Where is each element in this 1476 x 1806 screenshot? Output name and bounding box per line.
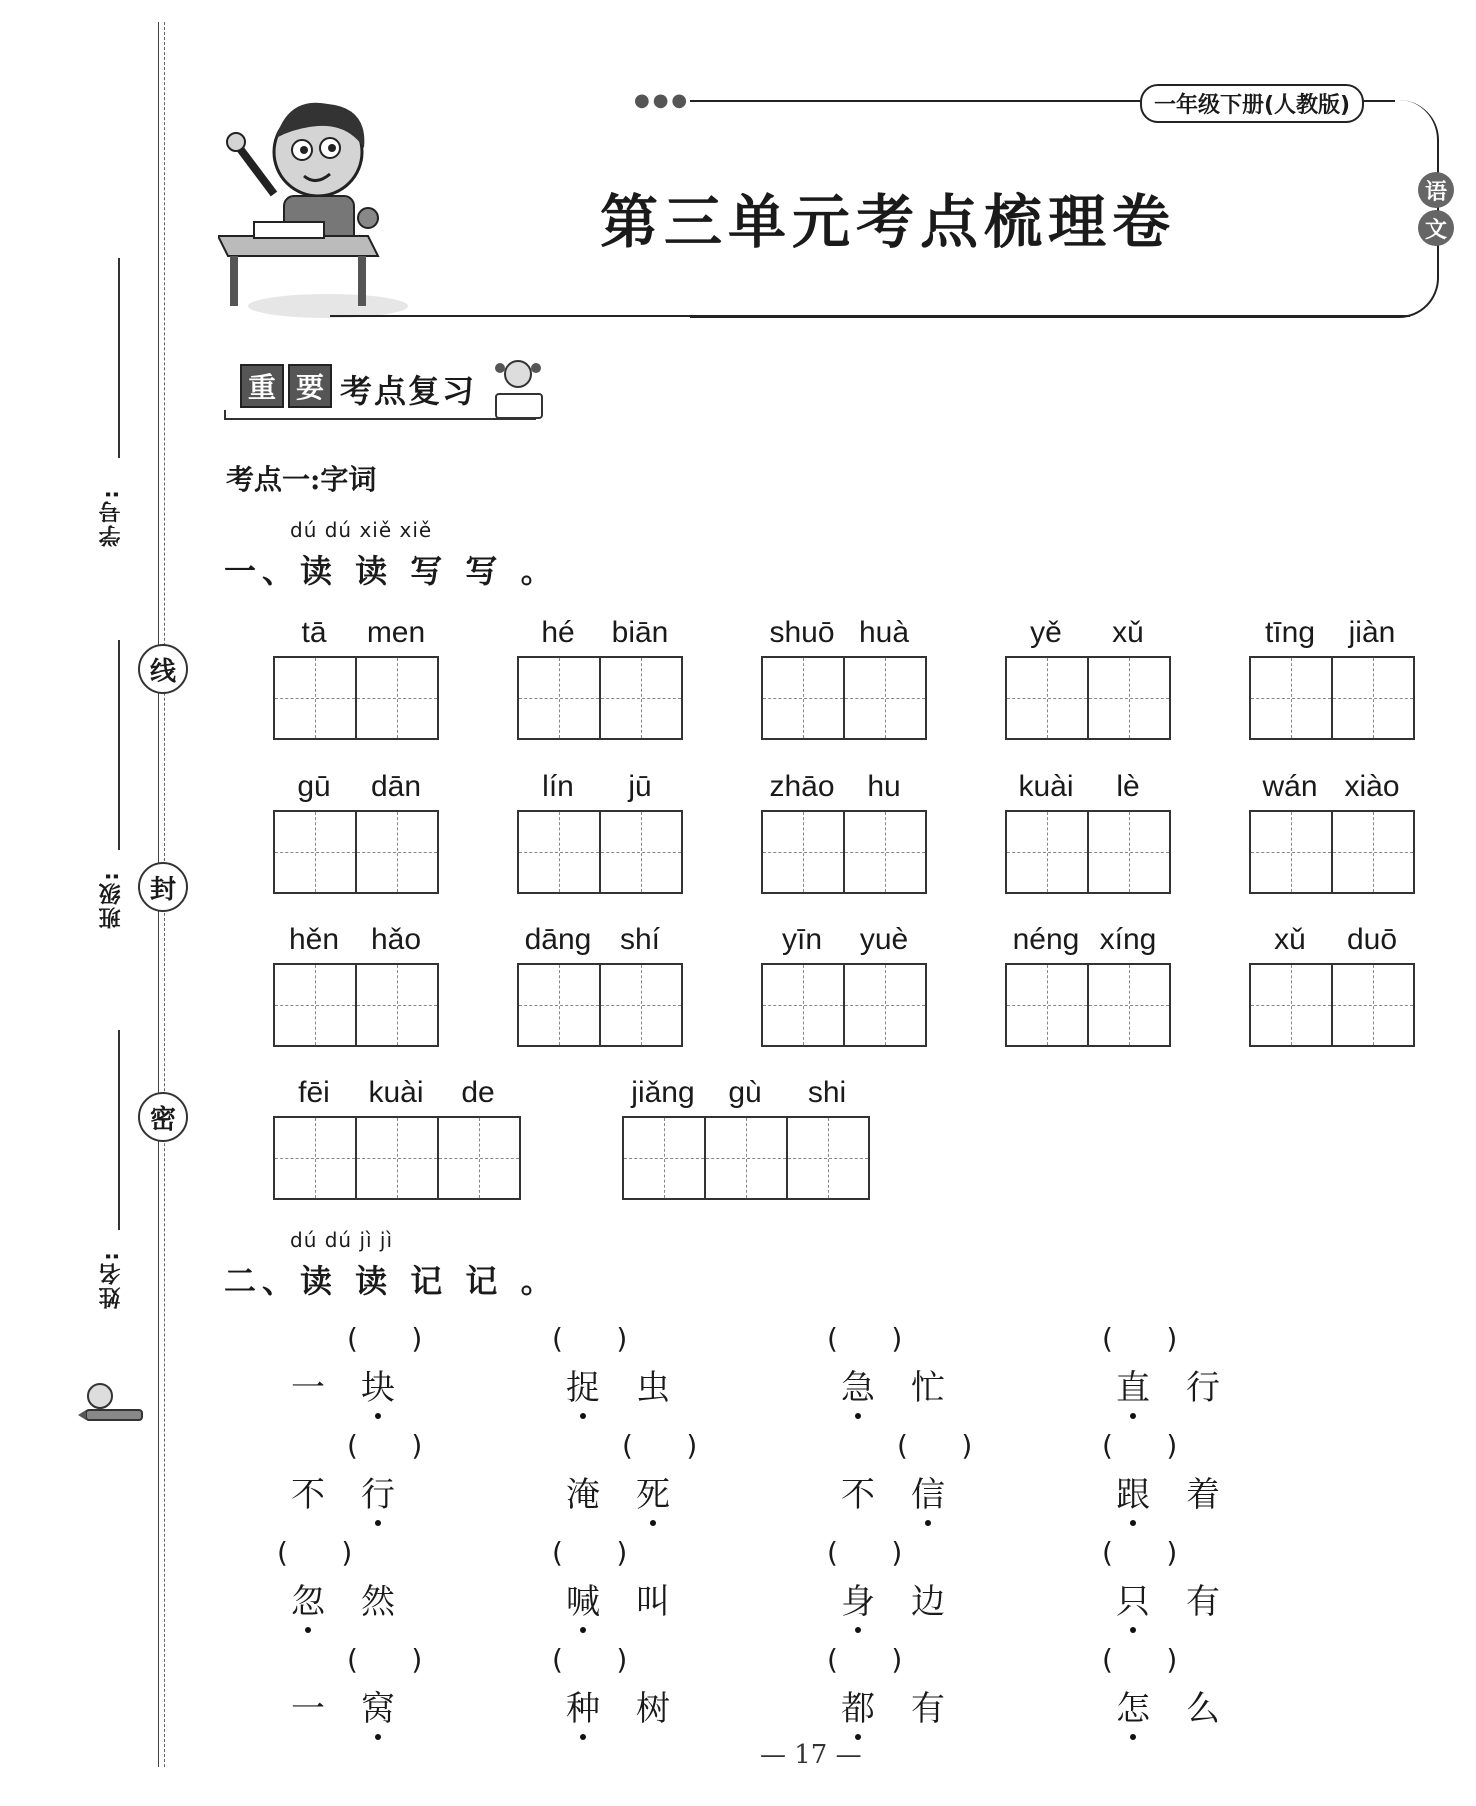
q1-pinyin: dú dú xiě xiě	[290, 518, 433, 542]
pinyin-answer-blank[interactable]: ( )	[347, 1322, 423, 1355]
pinyin-syllable: shi	[807, 1076, 847, 1109]
read-remember-item	[548, 1643, 768, 1743]
tianzige-word	[517, 616, 683, 740]
pinyin-syllable: yuè	[859, 923, 909, 956]
tianzige-cell[interactable]	[788, 1118, 870, 1198]
tianzige-cell[interactable]	[845, 965, 927, 1045]
writing-boxes	[1005, 963, 1171, 1047]
writing-boxes	[273, 656, 439, 740]
pinyin-syllable: zhāo	[769, 770, 835, 803]
page-number: — 17 —	[760, 1740, 862, 1770]
tianzige-word	[1249, 770, 1415, 894]
word-pinyin	[273, 616, 439, 656]
pinyin-answer-blank[interactable]: ( )	[622, 1429, 698, 1462]
tianzige-cell[interactable]	[275, 965, 357, 1045]
tianzige-cell[interactable]	[519, 965, 601, 1045]
word-pinyin	[1249, 770, 1415, 810]
xingming-label: 姓名:	[99, 1250, 124, 1309]
character: 淹	[566, 1475, 600, 1515]
dotted-character: 跟	[1098, 1467, 1168, 1516]
tianzige-word	[761, 923, 927, 1047]
pinyin-syllable: lè	[1116, 770, 1140, 803]
tianzige-cell[interactable]	[1007, 965, 1089, 1045]
tianzige-cell[interactable]	[1333, 658, 1415, 738]
student-at-desk-illustration	[218, 86, 408, 322]
character: 着	[1186, 1475, 1220, 1515]
dotted-character: 行	[343, 1467, 413, 1516]
read-remember-item	[823, 1322, 1043, 1422]
character: 树	[636, 1689, 670, 1729]
tianzige-cell[interactable]	[357, 1118, 439, 1198]
tianzige-cell[interactable]	[275, 812, 357, 892]
q2-title: 二、读 读 记 记 。	[224, 1262, 559, 1300]
writing-boxes	[1249, 963, 1415, 1047]
pinyin-syllable: hu	[867, 770, 901, 803]
seal-xian: 线	[138, 644, 188, 694]
tianzige-word	[622, 1076, 870, 1200]
writing-boxes	[517, 963, 683, 1047]
dotted-character: 只	[1098, 1574, 1168, 1623]
dotted-character: 喊	[548, 1574, 618, 1623]
writing-boxes	[1249, 656, 1415, 740]
character: 然	[361, 1582, 395, 1622]
xuehao-label: 学号:	[99, 488, 124, 547]
word-pinyin	[761, 616, 927, 656]
word-characters	[273, 1467, 413, 1516]
pinyin-syllable: dāng	[524, 923, 592, 956]
pinyin-syllable: néng	[1012, 923, 1080, 956]
word-pinyin	[1005, 770, 1171, 810]
character: 叫	[636, 1582, 670, 1622]
tianzige-cell[interactable]	[357, 658, 439, 738]
pinyin-answer-blank[interactable]: ( )	[552, 1643, 628, 1676]
character: 不	[841, 1475, 875, 1515]
pinyin-syllable: dān	[370, 770, 422, 803]
pinyin-syllable: yīn	[781, 923, 823, 956]
pinyin-answer-blank[interactable]: ( )	[827, 1536, 903, 1569]
pinyin-syllable: xǔ	[1112, 616, 1144, 649]
banji-field[interactable]	[118, 640, 120, 850]
dotted-character: 身	[823, 1574, 893, 1623]
xingming-field[interactable]	[118, 1030, 120, 1230]
pinyin-answer-blank[interactable]: ( )	[277, 1536, 353, 1569]
pinyin-syllable: wán	[1262, 770, 1318, 803]
tianzige-word	[273, 1076, 521, 1200]
pinyin-answer-blank[interactable]: ( )	[552, 1322, 628, 1355]
tianzige-cell[interactable]	[519, 812, 601, 892]
word-characters	[273, 1574, 413, 1623]
word-characters	[548, 1467, 688, 1516]
tianzige-cell[interactable]	[706, 1118, 788, 1198]
pinyin-syllable: hěn	[288, 923, 340, 956]
read-remember-item	[548, 1536, 768, 1636]
word-pinyin	[1249, 616, 1415, 656]
tianzige-cell[interactable]	[519, 658, 601, 738]
read-remember-item	[548, 1322, 768, 1422]
pinyin-syllable: de	[461, 1076, 495, 1109]
read-remember-item	[823, 1429, 1043, 1529]
banner-box-2: 要	[288, 364, 332, 408]
word-characters	[823, 1467, 963, 1516]
tianzige-cell[interactable]	[1251, 812, 1333, 892]
pinyin-answer-blank[interactable]: ( )	[1102, 1536, 1178, 1569]
pinyin-syllable: lín	[542, 770, 574, 803]
tianzige-word	[1249, 923, 1415, 1047]
tianzige-word	[273, 923, 439, 1047]
dotted-character: 直	[1098, 1360, 1168, 1409]
read-remember-item	[823, 1536, 1043, 1636]
word-pinyin	[517, 616, 683, 656]
tianzige-cell[interactable]	[275, 1118, 357, 1198]
tianzige-cell[interactable]	[845, 812, 927, 892]
pinyin-syllable: jiàn	[1348, 616, 1396, 649]
pinyin-syllable: gū	[297, 770, 331, 803]
dotted-character: 急	[823, 1360, 893, 1409]
tianzige-cell[interactable]	[357, 965, 439, 1045]
read-remember-item	[1098, 1536, 1318, 1636]
word-pinyin	[622, 1076, 870, 1116]
pinyin-answer-blank[interactable]: ( )	[827, 1643, 903, 1676]
tianzige-cell[interactable]	[1251, 965, 1333, 1045]
dotted-character: 死	[618, 1467, 688, 1516]
word-pinyin	[1249, 923, 1415, 963]
dotted-character: 捉	[548, 1360, 618, 1409]
tianzige-cell[interactable]	[763, 658, 845, 738]
banner-box-1: 重	[240, 364, 284, 408]
word-pinyin	[1005, 923, 1171, 963]
girl-sign-icon	[490, 356, 550, 424]
writing-boxes	[273, 963, 439, 1047]
pinyin-answer-blank[interactable]: ( )	[897, 1429, 973, 1462]
word-pinyin	[273, 923, 439, 963]
character: 有	[1186, 1582, 1220, 1622]
read-remember-item	[548, 1429, 768, 1529]
character: 一	[291, 1689, 325, 1729]
pinyin-answer-blank[interactable]: ( )	[1102, 1429, 1178, 1462]
character: 忙	[911, 1368, 945, 1408]
pinyin-syllable: xǔ	[1274, 923, 1306, 956]
pinyin-answer-blank[interactable]: ( )	[347, 1429, 423, 1462]
tianzige-word	[761, 616, 927, 740]
pinyin-syllable: biān	[611, 616, 669, 649]
word-characters	[823, 1574, 963, 1623]
pinyin-syllable: tā	[301, 616, 327, 649]
writing-boxes	[273, 1116, 521, 1200]
writing-boxes	[622, 1116, 870, 1200]
dotted-character: 块	[343, 1360, 413, 1409]
tianzige-cell[interactable]	[439, 1118, 521, 1198]
tianzige-cell[interactable]	[601, 965, 683, 1045]
tianzige-cell[interactable]	[1333, 965, 1415, 1045]
word-characters	[548, 1574, 688, 1623]
pinyin-syllable: hé	[541, 616, 575, 649]
character: 不	[291, 1475, 325, 1515]
read-remember-item	[273, 1643, 493, 1743]
banji-label: 班级:	[99, 870, 124, 929]
word-characters	[273, 1360, 413, 1409]
word-pinyin	[273, 1076, 521, 1116]
word-characters	[823, 1360, 963, 1409]
page-title: 第三单元考点梳理卷	[600, 188, 1177, 256]
pinyin-answer-blank[interactable]: ( )	[552, 1536, 628, 1569]
tianzige-cell[interactable]	[763, 965, 845, 1045]
banner-title: 考点复习	[340, 372, 477, 410]
read-remember-item	[273, 1536, 493, 1636]
tianzige-cell[interactable]	[845, 658, 927, 738]
read-remember-item	[273, 1322, 493, 1422]
read-remember-item	[1098, 1429, 1318, 1529]
writing-boxes	[517, 656, 683, 740]
q2-pinyin: dú dú jì jì	[290, 1228, 394, 1252]
pinyin-syllable: kuài	[368, 1076, 424, 1109]
pinyin-syllable: shí	[619, 923, 661, 956]
edition-badge: 一年级下册(人教版)	[1140, 84, 1364, 123]
tianzige-word	[1005, 923, 1171, 1047]
word-characters	[1098, 1574, 1238, 1623]
pinyin-syllable: fēi	[298, 1076, 330, 1109]
word-characters	[1098, 1360, 1238, 1409]
tianzige-cell[interactable]	[1333, 812, 1415, 892]
dotted-character: 怎	[1098, 1681, 1168, 1730]
q1-title: 一、读 读 写 写 。	[224, 552, 559, 590]
pinyin-syllable: kuài	[1018, 770, 1074, 803]
pinyin-syllable: xíng	[1099, 923, 1157, 956]
tianzige-cell[interactable]	[1089, 658, 1171, 738]
character: 虫	[636, 1368, 670, 1408]
pinyin-syllable: duō	[1346, 923, 1398, 956]
tianzige-word	[273, 616, 439, 740]
pinyin-answer-blank[interactable]: ( )	[1102, 1322, 1178, 1355]
read-remember-item	[273, 1429, 493, 1529]
tianzige-cell[interactable]	[275, 658, 357, 738]
tianzige-word	[517, 923, 683, 1047]
tianzige-cell[interactable]	[763, 812, 845, 892]
word-pinyin	[517, 923, 683, 963]
seal-feng: 封	[138, 862, 188, 912]
kaodian-heading: 考点一:字词	[226, 463, 377, 496]
pinyin-syllable: xiào	[1344, 770, 1400, 803]
pinyin-answer-blank[interactable]: ( )	[347, 1643, 423, 1676]
dotted-character: 信	[893, 1467, 963, 1516]
character: 一	[291, 1368, 325, 1408]
read-remember-item	[1098, 1322, 1318, 1422]
dotted-character: 忽	[273, 1574, 343, 1623]
writing-boxes	[517, 810, 683, 894]
tianzige-cell[interactable]	[357, 812, 439, 892]
pinyin-syllable: jiǎng	[631, 1076, 695, 1109]
word-pinyin	[1005, 616, 1171, 656]
subject-char-1: 语	[1418, 172, 1454, 208]
dotted-character: 种	[548, 1681, 618, 1730]
tianzige-word	[1005, 616, 1171, 740]
tianzige-word	[517, 770, 683, 894]
tianzige-cell[interactable]	[601, 812, 683, 892]
dotted-character: 窝	[343, 1681, 413, 1730]
pinyin-syllable: jū	[628, 770, 652, 803]
seal-mi: 密	[138, 1092, 188, 1142]
tianzige-word	[761, 770, 927, 894]
word-characters	[548, 1681, 688, 1730]
read-remember-item	[1098, 1643, 1318, 1743]
character: 边	[911, 1582, 945, 1622]
word-characters	[823, 1681, 963, 1730]
pinyin-syllable: shuō	[769, 616, 835, 649]
pinyin-syllable: yě	[1030, 616, 1062, 649]
pinyin-syllable: tīng	[1264, 616, 1316, 649]
word-pinyin	[517, 770, 683, 810]
writing-boxes	[761, 963, 927, 1047]
tianzige-cell[interactable]	[1089, 965, 1171, 1045]
word-pinyin	[761, 770, 927, 810]
word-characters	[548, 1360, 688, 1409]
subject-char-2: 文	[1418, 210, 1454, 246]
pinyin-syllable: men	[366, 616, 426, 649]
tianzige-word	[273, 770, 439, 894]
character: 行	[1186, 1368, 1220, 1408]
character: 么	[1186, 1689, 1220, 1729]
tianzige-word	[1249, 616, 1415, 740]
writing-boxes	[273, 810, 439, 894]
character: 有	[911, 1689, 945, 1729]
header-bottom-rule	[330, 315, 1410, 317]
pinyin-answer-blank[interactable]: ( )	[1102, 1643, 1178, 1676]
tianzige-word	[1005, 770, 1171, 894]
writing-boxes	[1005, 656, 1171, 740]
pinyin-syllable: gù	[728, 1076, 762, 1109]
writing-boxes	[1005, 810, 1171, 894]
word-characters	[273, 1681, 413, 1730]
tianzige-cell[interactable]	[1007, 812, 1089, 892]
tianzige-cell[interactable]	[624, 1118, 706, 1198]
writing-boxes	[761, 810, 927, 894]
tianzige-cell[interactable]	[1089, 812, 1171, 892]
word-characters	[1098, 1467, 1238, 1516]
kid-pencil-icon	[78, 1380, 148, 1428]
writing-boxes	[1249, 810, 1415, 894]
tianzige-cell[interactable]	[1007, 658, 1089, 738]
writing-boxes	[761, 656, 927, 740]
xuehao-field[interactable]	[118, 258, 120, 458]
pinyin-syllable: hǎo	[370, 923, 422, 956]
word-pinyin	[761, 923, 927, 963]
pinyin-answer-blank[interactable]: ( )	[827, 1322, 903, 1355]
read-remember-item	[823, 1643, 1043, 1743]
tianzige-cell[interactable]	[1251, 658, 1333, 738]
word-characters	[1098, 1681, 1238, 1730]
header-dots: ●●●	[634, 90, 691, 111]
pinyin-syllable: huà	[858, 616, 910, 649]
word-pinyin	[273, 770, 439, 810]
dotted-character: 都	[823, 1681, 893, 1730]
tianzige-cell[interactable]	[601, 658, 683, 738]
